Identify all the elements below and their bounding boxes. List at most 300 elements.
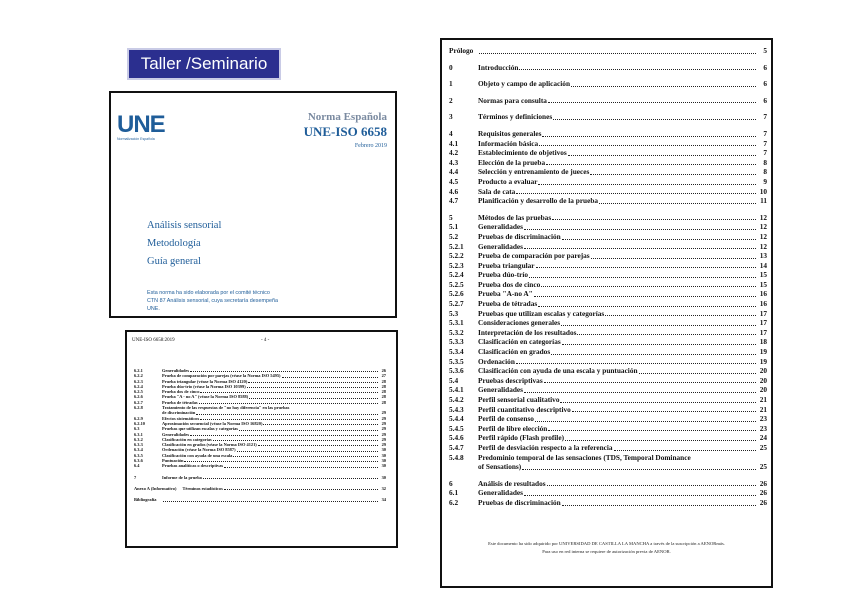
entry-title: Pruebas que utilizan escalas y categorías <box>162 426 238 432</box>
entry-number: 5.3.3 <box>449 337 464 347</box>
entry-number: 7 <box>134 474 137 480</box>
dot-leader <box>516 193 756 194</box>
entry-page: 28 <box>381 394 386 400</box>
toc-entry <box>449 79 767 89</box>
entry-title: Métodos de las pruebas <box>478 212 552 222</box>
une-logo-subtitle: Normalización Española <box>117 137 155 141</box>
entry-title: Prueba dos de cinco <box>478 279 541 289</box>
entry-title: Ordenación (véase la Norma ISO 8587) <box>162 447 236 453</box>
dot-leader <box>639 373 756 374</box>
dot-leader <box>163 501 378 502</box>
toc-entry <box>449 280 767 290</box>
dot-leader <box>591 258 756 259</box>
entry-title: Perfil de desviación respecto a la referencia <box>478 442 613 452</box>
dot-leader <box>199 403 378 404</box>
dot-leader <box>568 155 756 156</box>
entry-title: Términos y definiciones <box>478 112 553 122</box>
entry-title: Pruebas descriptivas <box>478 375 543 385</box>
entry-page: 34 <box>381 497 386 503</box>
dot-leader <box>614 450 756 451</box>
entry-page: 6 <box>763 62 767 72</box>
entry-title: Requisitos generales <box>478 128 542 138</box>
entry-page: 32 <box>381 485 386 491</box>
entry-title: Sala de cata <box>478 186 516 196</box>
dot-leader <box>548 430 756 431</box>
entry-page: 7 <box>763 138 767 148</box>
entry-number: Anexo A (Informativo) <box>134 485 177 491</box>
entry-page: 19 <box>759 356 767 366</box>
entry-page: 9 <box>763 176 767 186</box>
entry-title: Efectos sistemáticos <box>162 415 200 421</box>
entry-title: Perfil de libre elección <box>478 423 548 433</box>
une-logo: UNE <box>117 111 165 138</box>
dot-leader <box>479 53 756 54</box>
entry-title: Perfil sensorial cualitativo <box>478 395 560 404</box>
entry-number: Prólogo <box>449 46 474 55</box>
entry-page: 15 <box>759 270 767 280</box>
dot-leader <box>233 456 378 457</box>
dot-leader <box>524 495 756 496</box>
entry-title: Términos estadísticos <box>182 485 223 491</box>
entry-page: 29 <box>381 431 386 437</box>
contents-page-4 <box>125 330 398 548</box>
entry-page: 12 <box>759 231 767 241</box>
toc-entry <box>449 328 767 338</box>
toc-entry <box>449 366 767 376</box>
norma-label: Norma Española <box>307 111 387 123</box>
toc-entry <box>449 347 767 357</box>
toc-entry <box>449 251 767 261</box>
entry-number: 6.3.5 <box>134 452 143 458</box>
entry-title: Generalidades <box>162 431 190 437</box>
entry-page: 20 <box>759 385 767 395</box>
entry-page: 25 <box>759 462 767 472</box>
entry-page: 19 <box>759 347 767 357</box>
entry-number: 6.2.6 <box>134 394 143 400</box>
entry-title: Generalidades <box>478 241 523 251</box>
entry-number: 5 <box>449 212 453 222</box>
entry-page: 24 <box>759 433 767 443</box>
dot-leader <box>237 451 378 452</box>
dot-leader <box>590 174 756 175</box>
committee-line: CTN 87 Análisis sensorial, cuya secretaría desempeña <box>147 298 278 304</box>
toc-entry <box>449 270 767 280</box>
dot-leader <box>541 286 756 287</box>
entry-page: 29 <box>381 442 386 448</box>
dot-leader <box>605 315 756 316</box>
entry-page: 28 <box>381 383 386 389</box>
dot-leader <box>263 424 378 425</box>
committee-note <box>147 289 347 313</box>
entry-number: 6 <box>449 478 453 488</box>
table-of-contents-page <box>440 38 773 588</box>
entry-title: Puntuación <box>162 458 184 464</box>
dot-leader <box>544 382 756 383</box>
entry-title: Ordenación <box>478 356 515 366</box>
publication-date: Febrero 2019 <box>354 143 387 149</box>
entry-page: 16 <box>759 289 767 299</box>
entry-page: 21 <box>759 395 767 404</box>
entry-title: Pruebas de discriminación <box>478 231 561 241</box>
entry-page: 23 <box>759 414 767 424</box>
entry-number: 6.2.3 <box>134 378 143 384</box>
entry-page: 10 <box>759 186 767 196</box>
entry-title: Generalidades <box>478 385 523 395</box>
entry-number: 5.3.5 <box>449 356 464 366</box>
toc-entry <box>449 385 767 395</box>
dot-leader <box>561 325 756 326</box>
entry-title: Perfil cuantitativo descriptivo <box>478 404 571 414</box>
contents-list <box>449 46 767 508</box>
entry-page: 20 <box>759 375 767 385</box>
entry-page: 5 <box>763 46 767 55</box>
toc-entry <box>449 337 767 347</box>
entry-number: 6.3.3 <box>134 442 143 448</box>
entry-title: Predominio temporal de las sensaciones (TDS, Temporal Dominance <box>478 452 691 462</box>
dot-leader <box>249 398 378 399</box>
entry-number: 5.4.7 <box>449 442 464 452</box>
entry-number: 5.2.3 <box>449 260 464 270</box>
entry-page: 29 <box>381 420 386 426</box>
entry-page: 29 <box>381 426 386 432</box>
entry-page: 23 <box>759 423 767 433</box>
entry-number: 5.3.1 <box>449 318 464 328</box>
entry-number: 5.2.6 <box>449 289 464 299</box>
dot-leader <box>538 306 756 307</box>
toc-entry <box>449 289 767 299</box>
dot-leader <box>552 219 756 220</box>
entry-number: 6.2.2 <box>134 373 143 379</box>
toc-entry <box>449 261 767 271</box>
entry-number: 6.2.7 <box>134 399 143 405</box>
entry-title: Introducción <box>478 62 519 72</box>
entry-title: Interpretación de los resultados <box>478 327 577 337</box>
entry-title: Prueba dos de cinco <box>162 389 200 395</box>
entry-title: Consideraciones generales <box>478 318 561 328</box>
dot-leader <box>282 377 379 378</box>
entry-number: 6.4 <box>134 463 140 469</box>
dot-leader <box>551 354 756 355</box>
entry-title: Prueba "A - no A" (véase la Norma ISO 8588) <box>162 394 249 400</box>
entry-number: 4.7 <box>449 196 459 206</box>
entry-number: 5.2 <box>449 231 459 241</box>
subject-item: Guía general <box>147 256 201 267</box>
dot-leader <box>546 164 756 165</box>
dot-leader <box>572 411 756 412</box>
toc-entry <box>449 129 767 139</box>
toc-entry <box>449 177 767 187</box>
toc-entry <box>134 475 386 480</box>
entry-title: Producto a evaluar <box>478 176 538 186</box>
entry-title: of Sensations) <box>478 462 522 472</box>
entry-page: 17 <box>759 308 767 318</box>
entry-page: 8 <box>763 157 767 167</box>
entry-page: 21 <box>759 404 767 414</box>
dot-leader <box>529 277 756 278</box>
entry-title: Clasificación con ayuda de una escala y puntuación <box>478 366 638 376</box>
entry-title: Prueba triangular (véase la Norma ISO 4120) <box>162 378 248 384</box>
entry-page: 11 <box>760 196 767 206</box>
entry-title: Objeto y campo de aplicación <box>478 79 571 89</box>
entry-page: 28 <box>381 399 386 405</box>
committee-line: Esta norma ha sido elaborada por el comité técnico <box>147 290 270 296</box>
dot-leader <box>562 344 756 345</box>
dot-leader <box>224 489 378 490</box>
entry-title: Informe de la prueba <box>162 474 202 480</box>
entry-number: 4.3 <box>449 157 459 167</box>
entry-page: 12 <box>759 222 767 232</box>
entry-number: 5.2.2 <box>449 251 464 261</box>
toc-entry <box>134 463 386 468</box>
entry-page: 6 <box>763 79 767 89</box>
dot-leader <box>224 467 378 468</box>
entry-page: 8 <box>763 167 767 177</box>
toc-entry <box>449 443 767 453</box>
entry-number: 6.3.4 <box>134 447 143 453</box>
entry-number: 4.5 <box>449 176 459 186</box>
entry-title: Prueba dúo-trío <box>478 270 529 280</box>
dot-leader <box>535 421 756 422</box>
toc-entry <box>449 148 767 158</box>
toc-entry <box>449 498 767 508</box>
dot-leader <box>239 430 378 431</box>
toc-entry <box>449 222 767 232</box>
dot-leader <box>203 478 378 479</box>
dot-leader <box>200 392 378 393</box>
toc-entry <box>449 318 767 328</box>
entry-page: 7 <box>763 128 767 138</box>
entry-title: Perfil rápido (Flash profile) <box>478 433 564 443</box>
entry-number: 5.1 <box>449 222 459 232</box>
dot-leader <box>565 440 756 441</box>
dot-leader <box>524 248 756 249</box>
page-number: - 4 - <box>261 338 270 343</box>
toc-entry <box>449 299 767 309</box>
dot-leader <box>562 239 756 240</box>
footnote-line: Este documento ha sido adquirido por UNIVERSIDAD DE CASTILLA LA MANCHA a través de la suscripción a AENORmás. <box>488 541 725 546</box>
dot-leader <box>213 440 378 441</box>
toc-entry <box>449 462 767 472</box>
dot-leader <box>190 435 378 436</box>
footnote-line: Para uso en red interna se requiere de autorización previa de AENOR. <box>542 549 671 554</box>
dot-leader <box>536 267 756 268</box>
toc-entry <box>449 196 767 206</box>
dot-leader <box>599 203 756 204</box>
dot-leader <box>577 334 756 335</box>
dot-leader <box>258 445 378 446</box>
dot-leader <box>571 86 756 87</box>
entry-number: 6.3.6 <box>134 458 143 464</box>
entry-number: 0 <box>449 62 453 72</box>
dot-leader <box>190 371 378 372</box>
entry-title: Elección de la prueba <box>478 157 546 167</box>
license-footnote <box>442 540 771 556</box>
subject-list <box>147 217 221 271</box>
dot-leader <box>560 402 756 403</box>
toc-entry <box>449 158 767 168</box>
entry-number: 6.3.1 <box>134 431 143 437</box>
toc-entry <box>449 405 767 415</box>
entry-number: 6.3 <box>134 426 140 432</box>
entry-title: Pruebas que utilizan escalas y categorías <box>478 308 605 318</box>
entry-number: 2 <box>449 95 453 105</box>
dot-leader <box>524 392 756 393</box>
entry-page: 18 <box>759 337 767 347</box>
dot-leader <box>539 145 756 146</box>
dot-leader <box>542 136 756 137</box>
entry-page: 29 <box>381 410 386 416</box>
dot-leader <box>524 229 756 230</box>
entry-number: 5.4.1 <box>449 385 464 395</box>
entry-title: Perfil de consenso <box>478 414 534 424</box>
entry-title: Clasificación en grados (véase la Norma ISO 4121) <box>162 442 257 448</box>
toc-entry <box>134 497 386 502</box>
entry-number: 6.2 <box>449 497 459 507</box>
entry-number: 6.1 <box>449 488 459 498</box>
toc-entry <box>449 479 767 489</box>
entry-title: Establecimiento de objetivos <box>478 148 567 158</box>
entry-title: Prueba "A-no A" <box>478 289 533 299</box>
entry-number: 6.2.4 <box>134 383 143 389</box>
entry-page: 30 <box>381 474 386 480</box>
entry-number: 6.2.5 <box>134 389 143 395</box>
entry-number: 5.4.3 <box>449 404 464 414</box>
toc-entry <box>449 376 767 386</box>
entry-number: 3 <box>449 112 453 122</box>
entry-page: 28 <box>381 389 386 395</box>
entry-page: 13 <box>759 251 767 261</box>
entry-number: 6.2.8 <box>134 405 143 411</box>
entry-title: Prueba dúo-trío (véase la Norma ISO 10399) <box>162 383 246 389</box>
entry-number: 6.3.2 <box>134 436 143 442</box>
entry-page: 7 <box>763 148 767 158</box>
entry-title: Clasificación en grados <box>478 347 551 357</box>
toc-entry <box>449 139 767 149</box>
entry-number: 4.4 <box>449 167 459 177</box>
toc-entry <box>449 112 767 122</box>
standard-identifier <box>304 111 387 149</box>
standard-number: UNE-ISO 6658 <box>303 124 387 139</box>
entry-number: 5.3.6 <box>449 366 464 376</box>
dot-leader <box>196 414 378 415</box>
toc-entry <box>449 309 767 319</box>
entry-number: Bibliografía <box>134 497 157 503</box>
toc-entry <box>449 424 767 434</box>
entry-number: 5.4.8 <box>449 452 464 462</box>
entry-page: 17 <box>759 318 767 328</box>
toc-entry <box>449 488 767 498</box>
entry-number: 5.2.7 <box>449 299 464 309</box>
entry-number: 6.2.9 <box>134 415 143 421</box>
entry-number: 5.4.6 <box>449 433 464 443</box>
entry-page: 26 <box>381 368 386 373</box>
entry-page: 20 <box>759 366 767 376</box>
entry-number: 6.2.10 <box>134 420 145 426</box>
entry-title: Tratamiento de las respuestas de "no hay diferencia" en las pruebas <box>162 405 290 411</box>
toc-entry <box>449 433 767 443</box>
entry-title: Clasificación en categorías <box>162 436 212 442</box>
entry-number: 4 <box>449 128 453 138</box>
toc-entry <box>449 242 767 252</box>
entry-number: 6.2.1 <box>134 368 143 373</box>
entry-title: Prueba de tétradas <box>162 399 198 405</box>
entry-page: 30 <box>381 452 386 458</box>
entry-title: Prueba de comparación por parejas (véase la Norma ISO 5495) <box>162 373 281 379</box>
entry-number: 5.2.5 <box>449 279 464 289</box>
dot-leader <box>534 296 756 297</box>
toc-entry <box>449 232 767 242</box>
entry-title: Clasificación en categorías <box>478 337 561 347</box>
entry-title: Aproximación secuencial (véase la Norma ISO 16820) <box>162 420 263 426</box>
entry-number: 5.4.2 <box>449 395 464 404</box>
dot-leader <box>547 485 756 486</box>
toc-entry <box>134 486 386 491</box>
entry-number: 1 <box>449 79 453 89</box>
entry-page: 25 <box>759 442 767 452</box>
dot-leader <box>184 461 378 462</box>
page-header: UNE-ISO 6658:2019 <box>132 338 175 343</box>
entry-number: 5.4.5 <box>449 423 464 433</box>
entry-page: 27 <box>381 373 386 379</box>
section-badge: Taller /Seminario <box>127 48 281 80</box>
dot-leader <box>200 419 378 420</box>
entry-page: 16 <box>759 299 767 309</box>
entry-number: 5.2.1 <box>449 241 464 251</box>
entry-page: 6 <box>763 95 767 105</box>
entry-number: 4.1 <box>449 138 459 148</box>
entry-title: Pruebas analíticas o descriptivas <box>162 463 224 469</box>
entry-title: Generalidades <box>478 488 523 498</box>
entry-title: Prueba de comparación por parejas <box>478 251 590 261</box>
toc-entry <box>449 63 767 73</box>
dot-leader <box>522 469 756 470</box>
committee-line: UNE. <box>147 306 160 312</box>
entry-number: 5.4.4 <box>449 414 464 424</box>
entry-number: 5.3.4 <box>449 347 464 357</box>
entry-page: 26 <box>759 478 767 488</box>
entry-number: 5.2.4 <box>449 270 464 280</box>
entry-title: Planificación y desarrollo de la prueba <box>478 196 599 206</box>
entry-page: 26 <box>759 497 767 507</box>
toc-entry <box>449 213 767 223</box>
entry-number: 5.4 <box>449 375 459 385</box>
entry-number: 5.3.2 <box>449 327 464 337</box>
entry-page: 26 <box>759 488 767 498</box>
subject-item: Metodología <box>147 238 201 249</box>
entry-page: 30 <box>381 458 386 464</box>
entry-page: 12 <box>759 212 767 222</box>
entry-page: 28 <box>381 378 386 384</box>
dot-leader <box>247 387 378 388</box>
toc-entry <box>449 395 767 405</box>
entry-title: Normas para consulta <box>478 95 547 105</box>
toc-entry <box>449 96 767 106</box>
dot-leader <box>548 102 756 103</box>
entry-page: 30 <box>381 447 386 453</box>
contents-list <box>134 368 386 503</box>
toc-entry <box>449 167 767 177</box>
dot-leader <box>553 119 756 120</box>
entry-page: 29 <box>381 436 386 442</box>
entry-page: 30 <box>381 463 386 469</box>
entry-title: Pruebas de discriminación <box>478 497 561 507</box>
entry-title: Prueba de tétradas <box>478 299 538 309</box>
dot-leader <box>562 505 756 506</box>
entry-title: Análisis de resultados <box>478 478 546 488</box>
entry-page: 17 <box>759 327 767 337</box>
dot-leader <box>248 382 378 383</box>
entry-page: 29 <box>381 415 386 421</box>
